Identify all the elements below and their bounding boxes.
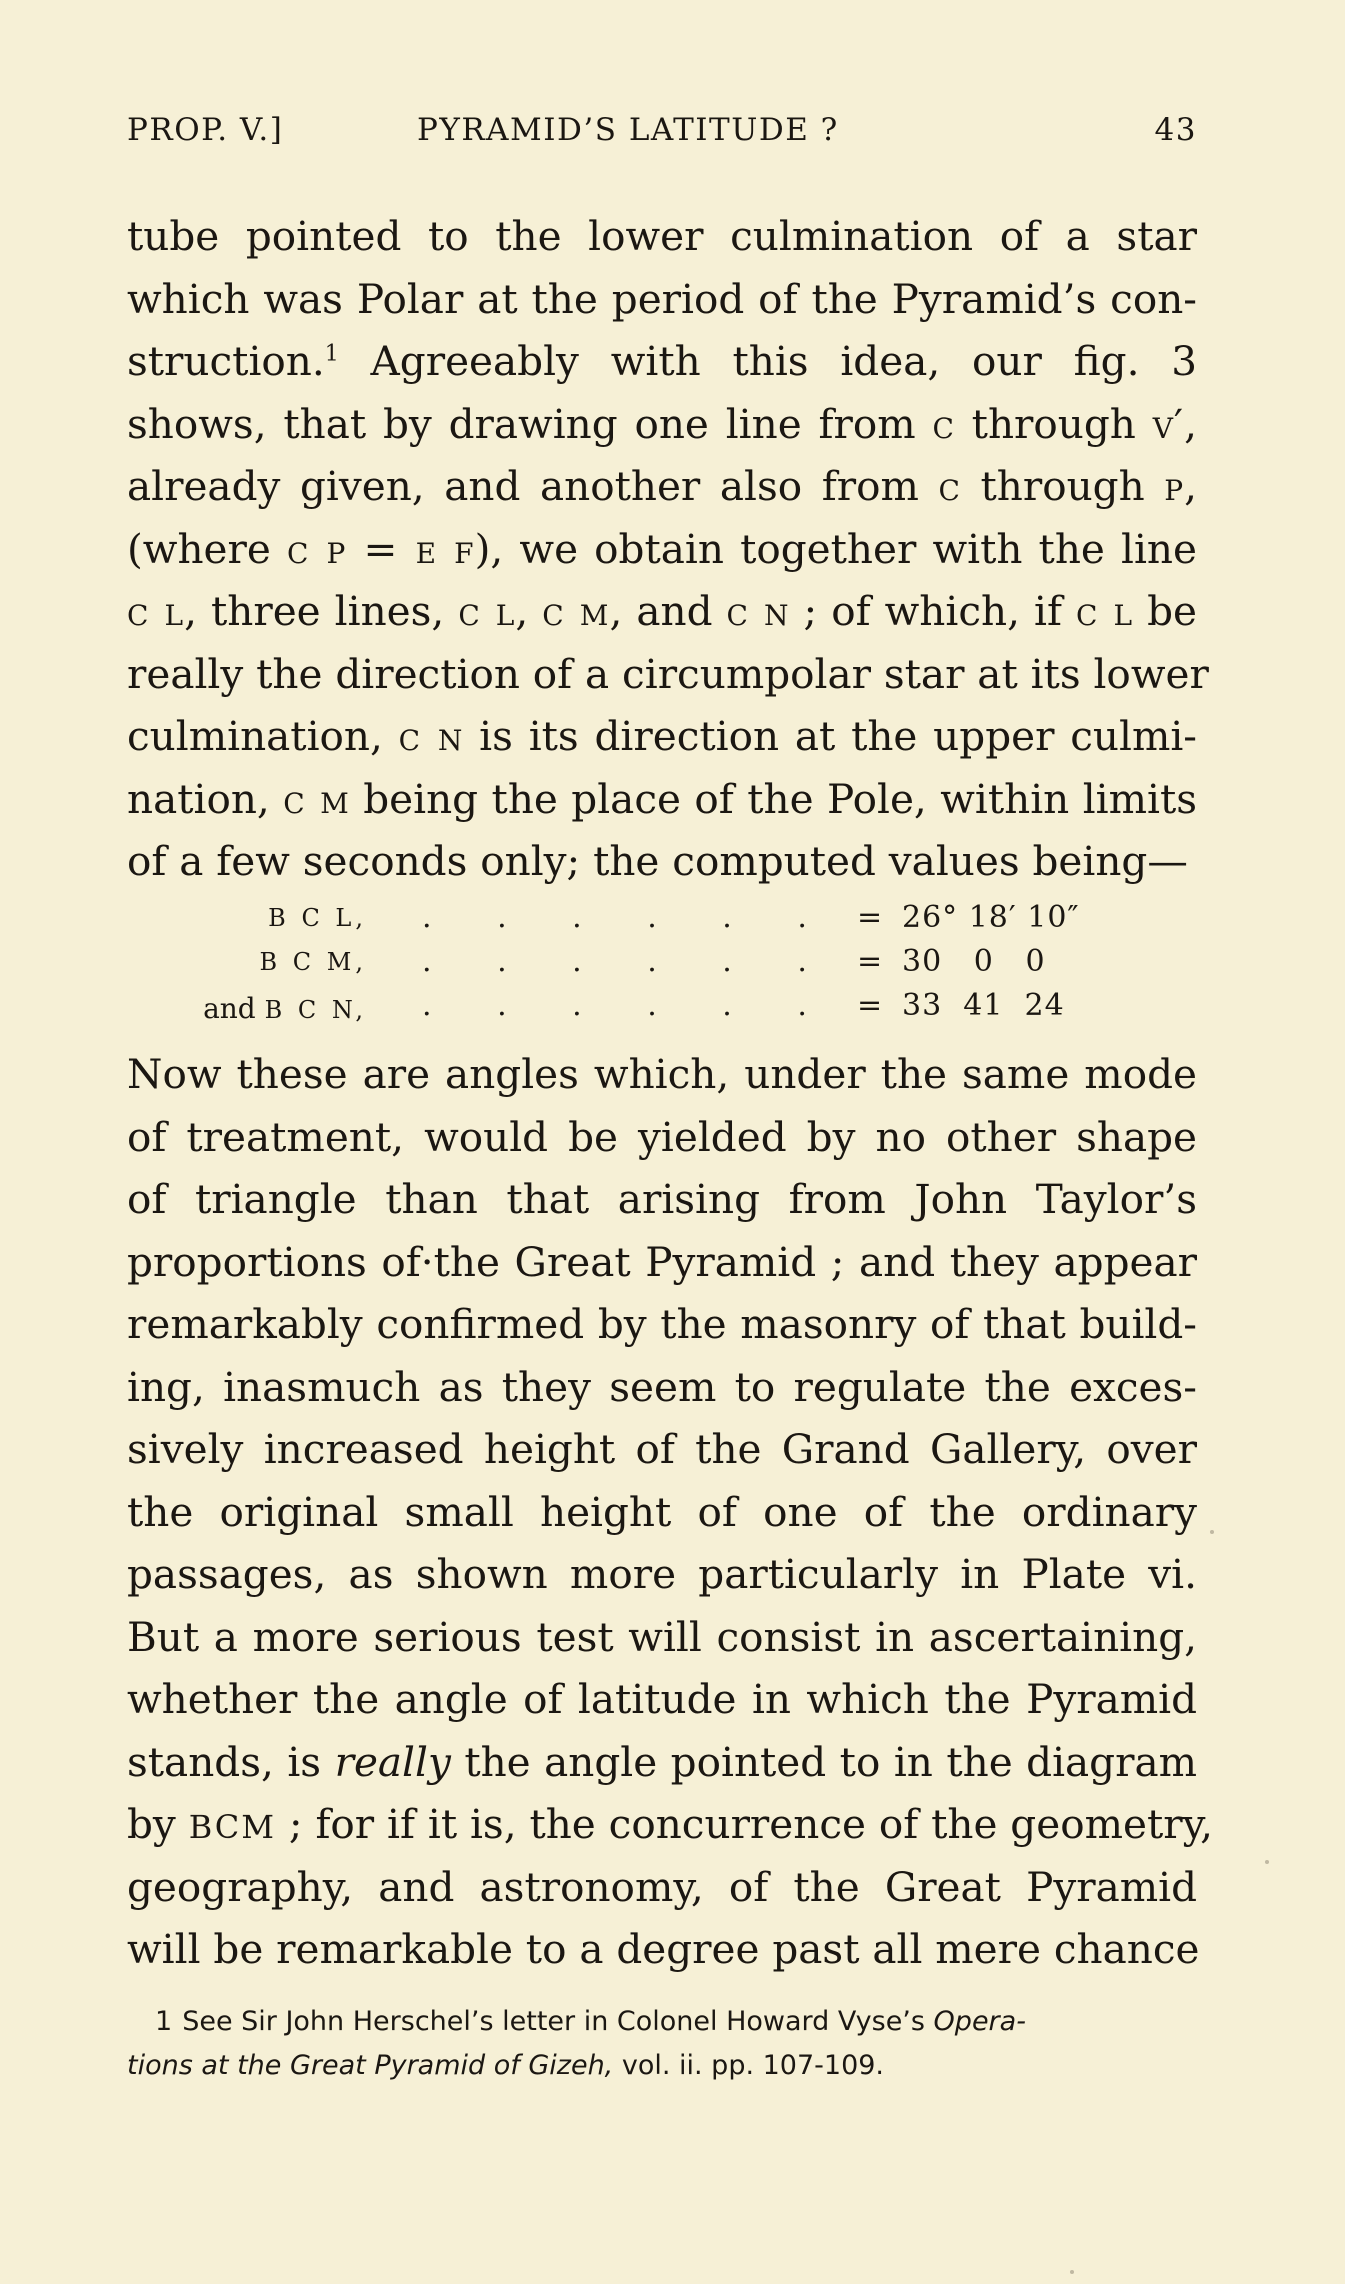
text-line [127,1106,1197,1169]
text-line [127,1356,1197,1419]
text-span: But a more serious test will consist in ascertaining, [127,1612,1197,1661]
value-row [127,944,1197,986]
paragraph-2 [127,1043,1213,1981]
footnote-text-2: vol. ii. pp. 107-109. [613,2050,885,2081]
text-span: ing, inasmuch as they seem to regulate the exces- [127,1362,1197,1411]
geometry-label: c n [398,712,464,760]
text-line [127,580,1197,643]
geometry-label: BCM [188,1808,277,1846]
leader-dots: . . . . . . [422,944,835,979]
leader-dots: . . . . . . [422,988,835,1023]
text-line [127,1856,1197,1919]
text-span: geography, and astronomy, of the Great Pyramid [127,1862,1197,1911]
geometry-label: c l [1076,587,1134,635]
text-line [127,1918,1200,1981]
text-span: tube pointed to the lower culmination of a star [127,212,1197,260]
text-span: through [960,462,1165,510]
leader-dots: . . . . . . [422,900,835,935]
text-line [127,830,1197,893]
text-line [127,643,1209,706]
text-line [127,1668,1197,1731]
footnote-text-1: See Sir John Herschel’s letter in Colonel Howard Vyse’s [182,2006,934,2037]
text-span: culmination, [127,712,399,760]
text-line [127,1543,1197,1606]
header-title: PYRAMID’S LATITUDE ? [417,112,839,148]
text-line [127,518,1197,581]
emphasis-really: really [334,1737,451,1786]
label-text: B C L, [268,904,367,932]
text-line [127,268,1197,331]
angle-label [127,904,367,932]
text-span: the angle pointed to in the diagram [450,1737,1197,1786]
text-span: , [1184,399,1197,448]
paper-speck [1070,2270,1074,2274]
angle-value: 30 0 0 [902,944,1046,979]
text-span: the original small height of one of the ordinary [127,1487,1197,1536]
geometry-label: c n [726,587,790,635]
footnote-italic-2: tions at the Great Pyramid of Gizeh, [127,2050,614,2081]
text-span: is its direction at the upper culmi- [463,712,1197,760]
computed-values-table [127,900,1197,1040]
text-span: Agreeably with this idea, our fig. 3 [338,337,1197,385]
text-span: , [1184,462,1197,510]
text-span: of triangle than that arising from John Taylor’s [127,1175,1197,1223]
text-span: of treatment, would be yielded by no other shape [127,1112,1197,1161]
geometry-label: c m [542,587,610,635]
equals-sign: = [857,944,883,979]
text-line [127,393,1197,456]
text-span: shows, that by drawing one line from [127,399,933,448]
geometry-label: p [1164,462,1185,510]
geometry-label: c [932,399,955,448]
text-line [127,1606,1197,1669]
header-section-ref: PROP. V.] [127,112,284,148]
paper-speck [1210,1530,1214,1534]
text-span: struction. [127,337,325,385]
text-line [127,330,1197,393]
angle-label [127,992,367,1025]
text-span: Now these are angles which, under the same mode [127,1050,1197,1098]
text-span: whether the angle of latitude in which the Pyramid [127,1675,1197,1723]
text-line [127,455,1197,518]
equals-sign: = [857,988,883,1023]
text-span: sively increased height of the Grand Gallery, over [127,1425,1197,1473]
text-span: be [1133,587,1197,635]
paragraph-1 [127,205,1209,893]
geometry-label: v′ [1152,399,1185,448]
label-prefix: and [203,992,265,1025]
text-line [127,705,1197,768]
footnote-line-1 [127,2000,1197,2044]
text-line [127,1293,1197,1356]
text-span: nation, [127,774,284,823]
text-span: which was Polar at the period of the Pyramid’s con- [127,274,1197,323]
text-span: really the direction of a circumpolar star at its lower [127,649,1209,698]
paper-speck [1265,1860,1269,1864]
text-span: by [127,1800,189,1848]
footnote [127,2000,1197,2088]
text-span: remarkably confirmed by the masonry of that build- [127,1300,1197,1348]
text-span: through [954,399,1153,448]
geometry-label: c [938,462,961,510]
footnote-italic-1: Opera- [933,2006,1026,2037]
footnote-mark: 1 [155,2006,173,2037]
text-line [127,768,1197,831]
text-line [127,1168,1197,1231]
text-span: will be remarkable to a degree past all mere chance [127,1925,1200,1973]
text-span: proportions of·the Great Pyramid ; and they appear [127,1237,1197,1286]
footnote-line-2 [127,2044,1197,2088]
text-line [127,1043,1197,1106]
page-number: 43 [1154,112,1197,148]
text-span: ; for if it is, the concurrence of the geometry, [276,1800,1213,1848]
text-span: (where [127,524,287,573]
text-line [127,1793,1213,1856]
label-text: B C M, [259,948,367,976]
text-span: passages, as shown more particularly in Plate vi. [127,1550,1197,1598]
text-span: , [515,587,543,635]
value-row [127,900,1197,942]
text-span: being the place of the Pole, within limits [349,774,1198,823]
text-span: already given, and another also from [127,462,939,510]
text-line [127,1418,1197,1481]
text-span: , three lines, [184,587,459,635]
footnote-ref: 1 [324,341,339,367]
text-line [127,205,1197,268]
angle-value: 26° 18′ 10″ [902,900,1080,935]
geometry-label: c l [458,587,516,635]
equals-sign: = [857,900,883,935]
angle-label [127,948,367,976]
angle-value: 33 41 24 [902,988,1065,1023]
text-span: , and [609,587,727,635]
text-line [127,1731,1197,1794]
text-span: ; of which, if [789,587,1076,635]
text-span: ), we obtain together with the line [474,524,1197,573]
geometry-label: c l [127,587,185,635]
text-span: of a few seconds only; the computed values being— [127,837,1188,885]
geometry-label: c p = e f [286,524,475,573]
text-line [127,1231,1197,1294]
text-span: stands, is [127,1737,335,1786]
value-row [127,988,1197,1030]
geometry-label: c m [283,774,350,823]
running-header [127,112,1197,162]
label-text: B C N, [264,996,367,1024]
text-line [127,1481,1197,1544]
